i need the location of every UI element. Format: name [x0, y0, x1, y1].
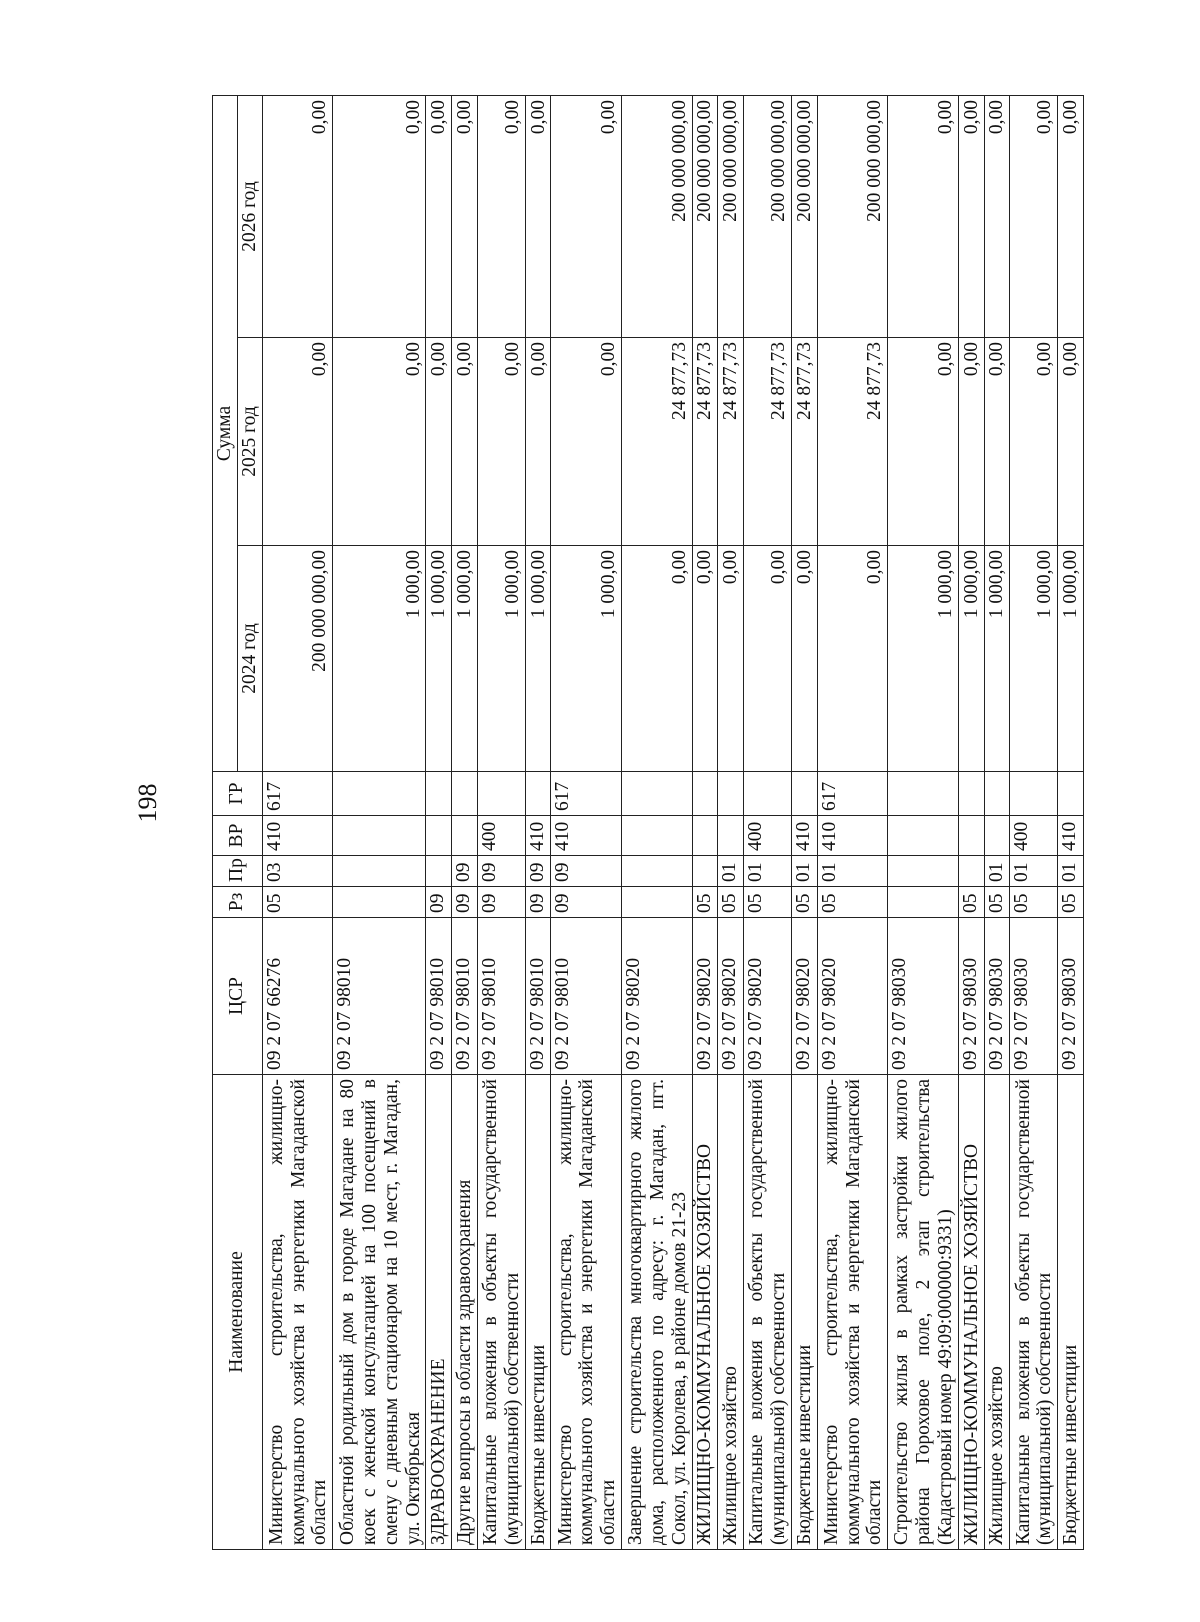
cell-2025: 0,00 — [477, 338, 525, 546]
cell-2026: 0,00 — [888, 96, 959, 338]
cell-2024: 1 000,00 — [452, 546, 478, 772]
cell-gr — [692, 772, 718, 816]
cell-2024: 1 000,00 — [551, 546, 622, 772]
cell-vr: 410 — [817, 816, 888, 856]
header-2026: 2026 год — [237, 96, 262, 338]
cell-vr: 410 — [525, 816, 551, 856]
rotated-table-container — [212, 96, 1084, 1550]
cell-pr — [333, 856, 426, 887]
cell-2024: 1 000,00 — [426, 546, 452, 772]
cell-vr: 410 — [551, 816, 622, 856]
cell-name: Капитальные вложения в объекты государственной (муниципальной) собственности — [477, 1075, 525, 1550]
cell-csr: 09 2 07 98030 — [984, 918, 1010, 1075]
cell-name: Министерство строительства, жилищно-коммунального хозяйства и энергетики Магаданской области — [817, 1075, 888, 1550]
cell-rz: 05 — [958, 887, 984, 918]
cell-name: Бюджетные инвестиции — [525, 1075, 551, 1550]
table-row — [792, 96, 818, 1550]
cell-pr: 03 — [262, 856, 333, 887]
cell-pr: 01 — [817, 856, 888, 887]
cell-gr — [984, 772, 1010, 816]
cell-csr: 09 2 07 98020 — [718, 918, 744, 1075]
cell-rz: 05 — [1010, 887, 1058, 918]
cell-name: Бюджетные инвестиции — [1058, 1075, 1084, 1550]
header-csr: ЦСР — [213, 918, 263, 1075]
cell-2026: 0,00 — [333, 96, 426, 338]
cell-csr: 09 2 07 98020 — [792, 918, 818, 1075]
cell-gr — [1010, 772, 1058, 816]
cell-2024: 0,00 — [692, 546, 718, 772]
table-row — [426, 96, 452, 1550]
cell-gr — [743, 772, 791, 816]
cell-name: Бюджетные инвестиции — [792, 1075, 818, 1550]
cell-csr: 09 2 07 98030 — [888, 918, 959, 1075]
cell-gr — [792, 772, 818, 816]
cell-2025: 0,00 — [452, 338, 478, 546]
table-row — [958, 96, 984, 1550]
cell-pr — [426, 856, 452, 887]
cell-pr: 01 — [792, 856, 818, 887]
cell-name: Капитальные вложения в объекты государственной (муниципальной) собственности — [1010, 1075, 1058, 1550]
cell-2026: 200 000 000,00 — [692, 96, 718, 338]
table-row — [984, 96, 1010, 1550]
cell-csr: 09 2 07 98020 — [692, 918, 718, 1075]
table-body — [262, 96, 1083, 1550]
cell-rz: 05 — [692, 887, 718, 918]
cell-rz: 05 — [743, 887, 791, 918]
cell-csr: 09 2 07 98020 — [743, 918, 791, 1075]
cell-gr: 617 — [551, 772, 622, 816]
cell-pr: 09 — [477, 856, 525, 887]
cell-2025: 0,00 — [1058, 338, 1084, 546]
cell-vr — [692, 816, 718, 856]
cell-gr — [718, 772, 744, 816]
cell-name: ЗДРАВООХРАНЕНИЕ — [426, 1075, 452, 1550]
cell-rz: 09 — [426, 887, 452, 918]
cell-vr — [984, 816, 1010, 856]
cell-2026: 0,00 — [452, 96, 478, 338]
cell-gr — [525, 772, 551, 816]
cell-gr — [958, 772, 984, 816]
cell-pr: 01 — [1058, 856, 1084, 887]
cell-vr — [622, 816, 693, 856]
table-row — [888, 96, 959, 1550]
header-2025: 2025 год — [237, 338, 262, 546]
cell-2024: 0,00 — [817, 546, 888, 772]
table-row — [262, 96, 333, 1550]
cell-pr — [888, 856, 959, 887]
cell-2025: 24 877,73 — [817, 338, 888, 546]
cell-gr — [622, 772, 693, 816]
table-row — [718, 96, 744, 1550]
cell-csr: 09 2 07 98030 — [1010, 918, 1058, 1075]
cell-2026: 0,00 — [262, 96, 333, 338]
cell-2024: 1 000,00 — [984, 546, 1010, 772]
cell-rz: 09 — [525, 887, 551, 918]
cell-2025: 24 877,73 — [692, 338, 718, 546]
cell-rz: 09 — [551, 887, 622, 918]
cell-2026: 0,00 — [1058, 96, 1084, 338]
cell-vr — [718, 816, 744, 856]
cell-pr — [692, 856, 718, 887]
table-row — [817, 96, 888, 1550]
cell-csr: 09 2 07 98010 — [426, 918, 452, 1075]
cell-vr: 400 — [477, 816, 525, 856]
cell-2026: 0,00 — [1010, 96, 1058, 338]
table-row — [692, 96, 718, 1550]
table-row — [477, 96, 525, 1550]
cell-rz: 05 — [1058, 887, 1084, 918]
cell-vr: 410 — [262, 816, 333, 856]
cell-rz: 09 — [452, 887, 478, 918]
cell-2025: 24 877,73 — [622, 338, 693, 546]
cell-csr: 09 2 07 98010 — [477, 918, 525, 1075]
cell-2026: 0,00 — [984, 96, 1010, 338]
header-vr: ВР — [213, 816, 263, 856]
cell-csr: 09 2 07 98010 — [333, 918, 426, 1075]
cell-vr — [426, 816, 452, 856]
cell-name: Завершение строительства многоквартирного жилого дома, расположенного по адресу: г. Магадан, пгт. Сокол, ул. Королева, в районе домов 21-23 — [622, 1075, 693, 1550]
cell-vr: 410 — [792, 816, 818, 856]
cell-vr — [888, 816, 959, 856]
cell-2025: 24 877,73 — [718, 338, 744, 546]
cell-vr — [452, 816, 478, 856]
cell-pr: 09 — [525, 856, 551, 887]
cell-2026: 0,00 — [551, 96, 622, 338]
cell-rz — [888, 887, 959, 918]
cell-2024: 1 000,00 — [525, 546, 551, 772]
cell-gr: 617 — [262, 772, 333, 816]
header-rz: Рз — [213, 887, 263, 918]
cell-2025: 0,00 — [333, 338, 426, 546]
cell-pr: 09 — [452, 856, 478, 887]
header-gr: ГР — [213, 772, 263, 816]
cell-csr: 09 2 07 98010 — [452, 918, 478, 1075]
cell-2025: 0,00 — [525, 338, 551, 546]
cell-2026: 0,00 — [477, 96, 525, 338]
cell-2026: 0,00 — [525, 96, 551, 338]
cell-2024: 0,00 — [792, 546, 818, 772]
table-row — [1010, 96, 1058, 1550]
cell-csr: 09 2 07 98020 — [622, 918, 693, 1075]
cell-vr — [958, 816, 984, 856]
header-name: Наименование — [213, 1075, 263, 1550]
cell-name: ЖИЛИЩНО-КОММУНАЛЬНОЕ ХОЗЯЙСТВО — [692, 1075, 718, 1550]
header-pr: Пр — [213, 856, 263, 887]
cell-2025: 0,00 — [958, 338, 984, 546]
cell-pr: 01 — [718, 856, 744, 887]
cell-2024: 1 000,00 — [888, 546, 959, 772]
table-row — [551, 96, 622, 1550]
cell-pr — [958, 856, 984, 887]
cell-2026: 200 000 000,00 — [792, 96, 818, 338]
cell-rz — [622, 887, 693, 918]
cell-pr: 01 — [743, 856, 791, 887]
cell-name: Министерство строительства, жилищно-коммунального хозяйства и энергетики Магаданской области — [551, 1075, 622, 1550]
cell-csr: 09 2 07 98030 — [958, 918, 984, 1075]
cell-2025: 0,00 — [551, 338, 622, 546]
table-row — [333, 96, 426, 1550]
cell-gr — [477, 772, 525, 816]
table-row — [525, 96, 551, 1550]
cell-rz — [333, 887, 426, 918]
table-row — [452, 96, 478, 1550]
header-2024: 2024 год — [237, 546, 262, 772]
cell-2024: 1 000,00 — [477, 546, 525, 772]
cell-2024: 1 000,00 — [958, 546, 984, 772]
cell-name: Жилищное хозяйство — [984, 1075, 1010, 1550]
cell-vr: 410 — [1058, 816, 1084, 856]
cell-pr: 01 — [984, 856, 1010, 887]
cell-vr — [333, 816, 426, 856]
cell-csr: 09 2 07 98010 — [551, 918, 622, 1075]
cell-pr — [622, 856, 693, 887]
cell-2026: 200 000 000,00 — [622, 96, 693, 338]
table-row — [743, 96, 791, 1550]
cell-vr: 400 — [1010, 816, 1058, 856]
cell-rz: 05 — [262, 887, 333, 918]
cell-name: ЖИЛИЩНО-КОММУНАЛЬНОЕ ХОЗЯЙСТВО — [958, 1075, 984, 1550]
cell-2024: 1 000,00 — [1010, 546, 1058, 772]
cell-name: Строительство жилья в рамках застройки жилого района Гороховое поле, 2 этап строительства (Кадастровый номер 49:09:000000:9331) — [888, 1075, 959, 1550]
cell-2025: 24 877,73 — [743, 338, 791, 546]
cell-rz: 05 — [718, 887, 744, 918]
cell-2025: 0,00 — [888, 338, 959, 546]
cell-2026: 200 000 000,00 — [743, 96, 791, 338]
cell-name: Министерство строительства, жилищно-коммунального хозяйства и энергетики Магаданской области — [262, 1075, 333, 1550]
cell-2024: 1 000,00 — [333, 546, 426, 772]
cell-2025: 0,00 — [984, 338, 1010, 546]
cell-2024: 0,00 — [622, 546, 693, 772]
cell-2026: 200 000 000,00 — [817, 96, 888, 338]
cell-gr — [1058, 772, 1084, 816]
cell-gr: 617 — [817, 772, 888, 816]
cell-name: Другие вопросы в области здравоохранения — [452, 1075, 478, 1550]
cell-2026: 200 000 000,00 — [718, 96, 744, 338]
cell-gr — [452, 772, 478, 816]
cell-gr — [426, 772, 452, 816]
cell-name: Капитальные вложения в объекты государственной (муниципальной) собственности — [743, 1075, 791, 1550]
cell-gr — [333, 772, 426, 816]
cell-2025: 0,00 — [262, 338, 333, 546]
cell-2025: 0,00 — [1010, 338, 1058, 546]
cell-2024: 0,00 — [743, 546, 791, 772]
cell-name: Областной родильный дом в городе Магадане на 80 коек с женской консультацией на 100 посещений в смену с дневным стационаром на 10 мест, г. Магадан, ул. Октябрьская — [333, 1075, 426, 1550]
table-header — [213, 96, 263, 1550]
cell-2025: 24 877,73 — [792, 338, 818, 546]
page-number: 198 — [133, 783, 162, 823]
cell-pr: 09 — [551, 856, 622, 887]
cell-gr — [888, 772, 959, 816]
cell-rz: 05 — [817, 887, 888, 918]
cell-rz: 05 — [792, 887, 818, 918]
cell-2026: 0,00 — [958, 96, 984, 338]
cell-2024: 0,00 — [718, 546, 744, 772]
cell-csr: 09 2 07 66276 — [262, 918, 333, 1075]
table-row — [1058, 96, 1084, 1550]
cell-rz: 05 — [984, 887, 1010, 918]
cell-csr: 09 2 07 98010 — [525, 918, 551, 1075]
header-sum: Сумма — [213, 96, 238, 772]
cell-csr: 09 2 07 98030 — [1058, 918, 1084, 1075]
cell-2026: 0,00 — [426, 96, 452, 338]
cell-pr: 01 — [1010, 856, 1058, 887]
cell-2024: 1 000,00 — [1058, 546, 1084, 772]
cell-rz: 09 — [477, 887, 525, 918]
budget-table — [212, 95, 1084, 1550]
cell-name: Жилищное хозяйство — [718, 1075, 744, 1550]
cell-2025: 0,00 — [426, 338, 452, 546]
cell-csr: 09 2 07 98020 — [817, 918, 888, 1075]
cell-vr: 400 — [743, 816, 791, 856]
table-row — [622, 96, 693, 1550]
cell-2024: 200 000 000,00 — [262, 546, 333, 772]
